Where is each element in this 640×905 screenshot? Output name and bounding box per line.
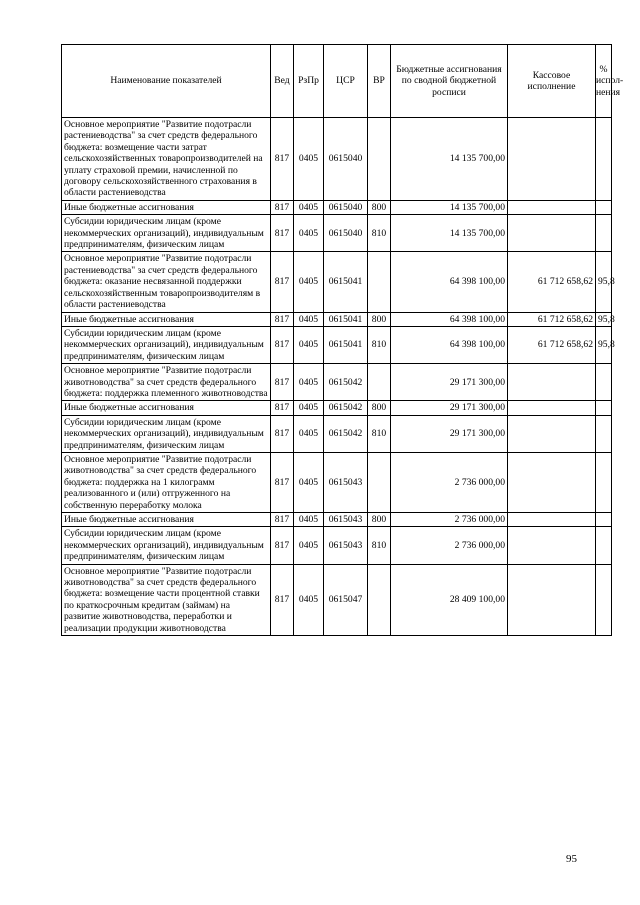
cell-rzpr: 0405	[294, 452, 324, 512]
cell-csr: 0615043	[324, 527, 368, 564]
cell-name: Субсидии юридическим лицам (кроме некоммерческих организаций), индивидуальным предпринимателям, физическим лицам	[62, 415, 271, 452]
cell-ved: 817	[271, 326, 294, 363]
table-row	[62, 312, 612, 326]
cell-budget: 29 171 300,00	[391, 415, 508, 452]
cell-rzpr: 0405	[294, 364, 324, 401]
cell-cash	[508, 415, 596, 452]
cell-rzpr: 0405	[294, 118, 324, 201]
table-row	[62, 564, 612, 635]
cell-percent: 95,8	[596, 326, 612, 363]
header-percent: % испол-нения	[596, 45, 612, 118]
cell-cash: 61 712 658,62	[508, 252, 596, 312]
cell-rzpr: 0405	[294, 312, 324, 326]
page-number: 95	[566, 853, 577, 865]
cell-percent	[596, 415, 612, 452]
cell-csr: 0615040	[324, 118, 368, 201]
cell-budget: 2 736 000,00	[391, 513, 508, 527]
cell-budget: 64 398 100,00	[391, 312, 508, 326]
cell-cash	[508, 527, 596, 564]
cell-cash	[508, 564, 596, 635]
cell-name: Иные бюджетные ассигнования	[62, 513, 271, 527]
cell-vr: 810	[368, 326, 391, 363]
cell-ved: 817	[271, 415, 294, 452]
cell-rzpr: 0405	[294, 513, 324, 527]
cell-csr: 0615042	[324, 364, 368, 401]
cell-cash: 61 712 658,62	[508, 312, 596, 326]
cell-name: Основное мероприятие "Развитие подотрасли животноводства" за счет средств федерального бюджета: возмещение части процентной ставки по краткосрочным кредитам (займам) на развитие животноводства, переработки и реализации продукции животноводства	[62, 564, 271, 635]
table-row	[62, 326, 612, 363]
header-csr: ЦСР	[324, 45, 368, 118]
cell-budget: 14 135 700,00	[391, 215, 508, 252]
cell-name: Основное мероприятие "Развитие подотрасли растениеводства" за счет средств федерального бюджета: возмещение части затрат сельскохозяйственных товаропроизводителей на уплату страховой премии, начисленной по договору сельскохозяйственного страхования в области растениеводства	[62, 118, 271, 201]
cell-ved: 817	[271, 252, 294, 312]
cell-percent	[596, 564, 612, 635]
cell-budget: 29 171 300,00	[391, 364, 508, 401]
table-row	[62, 364, 612, 401]
cell-csr: 0615042	[324, 415, 368, 452]
header-vr: ВР	[368, 45, 391, 118]
cell-cash	[508, 200, 596, 214]
cell-ved: 817	[271, 513, 294, 527]
cell-vr: 810	[368, 415, 391, 452]
cell-ved: 817	[271, 527, 294, 564]
cell-name: Основное мероприятие "Развитие подотрасли животноводства" за счет средств федерального бюджета: поддержка на 1 килограмм реализованного и (или) отгруженного на собственную переработку молока	[62, 452, 271, 512]
cell-name: Основное мероприятие "Развитие подотрасли растениеводства" за счет средств федерального бюджета: оказание несвязанной поддержки сельскохозяйственным товаропроизводителям в области растениеводства	[62, 252, 271, 312]
cell-cash	[508, 364, 596, 401]
cell-csr: 0615041	[324, 312, 368, 326]
header-rzpr: РзПр	[294, 45, 324, 118]
cell-csr: 0615041	[324, 326, 368, 363]
table-row	[62, 452, 612, 512]
cell-ved: 817	[271, 564, 294, 635]
cell-vr	[368, 564, 391, 635]
cell-rzpr: 0405	[294, 564, 324, 635]
cell-cash	[508, 215, 596, 252]
header-budget: Бюджетные ассигнования по сводной бюджетной росписи	[391, 45, 508, 118]
cell-csr: 0615040	[324, 215, 368, 252]
cell-ved: 817	[271, 312, 294, 326]
cell-name: Основное мероприятие "Развитие подотрасли животноводства" за счет средств федерального бюджета: поддержка племенного животноводства	[62, 364, 271, 401]
cell-vr	[368, 252, 391, 312]
cell-csr: 0615047	[324, 564, 368, 635]
table-row	[62, 527, 612, 564]
cell-rzpr: 0405	[294, 527, 324, 564]
cell-vr: 800	[368, 200, 391, 214]
cell-cash	[508, 513, 596, 527]
cell-ved: 817	[271, 452, 294, 512]
cell-name: Иные бюджетные ассигнования	[62, 312, 271, 326]
cell-name: Субсидии юридическим лицам (кроме некоммерческих организаций), индивидуальным предпринимателям, физическим лицам	[62, 527, 271, 564]
header-name: Наименование показателей	[62, 45, 271, 118]
cell-percent	[596, 215, 612, 252]
cell-csr: 0615042	[324, 401, 368, 415]
cell-ved: 817	[271, 200, 294, 214]
budget-table	[61, 44, 624, 636]
cell-csr: 0615040	[324, 200, 368, 214]
cell-vr	[368, 118, 391, 201]
cell-ved: 817	[271, 364, 294, 401]
table-row	[62, 401, 612, 415]
cell-ved: 817	[271, 401, 294, 415]
cell-percent	[596, 452, 612, 512]
cell-vr: 800	[368, 513, 391, 527]
cell-percent	[596, 527, 612, 564]
cell-percent	[596, 200, 612, 214]
cell-name: Субсидии юридическим лицам (кроме некоммерческих организаций), индивидуальным предпринимателям, физическим лицам	[62, 215, 271, 252]
cell-cash	[508, 452, 596, 512]
table-row	[62, 118, 612, 201]
cell-cash	[508, 118, 596, 201]
table-body	[62, 118, 615, 636]
cell-cash: 61 712 658,62	[508, 326, 596, 363]
cell-rzpr: 0405	[294, 415, 324, 452]
cell-rzpr: 0405	[294, 215, 324, 252]
header-ved: Вед	[271, 45, 294, 118]
cell-csr: 0615043	[324, 513, 368, 527]
cell-ved: 817	[271, 118, 294, 201]
cell-percent	[596, 364, 612, 401]
cell-percent	[596, 513, 612, 527]
cell-percent	[596, 401, 612, 415]
table-header-row	[62, 45, 612, 118]
cell-budget: 28 409 100,00	[391, 564, 508, 635]
cell-budget: 64 398 100,00	[391, 326, 508, 363]
table-row	[62, 215, 612, 252]
cell-percent	[596, 118, 612, 201]
table-row	[62, 252, 612, 312]
cell-csr: 0615041	[324, 252, 368, 312]
cell-rzpr: 0405	[294, 401, 324, 415]
cell-vr: 800	[368, 401, 391, 415]
table-row	[62, 513, 612, 527]
cell-csr: 0615043	[324, 452, 368, 512]
cell-name: Иные бюджетные ассигнования	[62, 401, 271, 415]
table-row	[62, 415, 612, 452]
cell-budget: 2 736 000,00	[391, 527, 508, 564]
cell-ved: 817	[271, 215, 294, 252]
cell-vr	[368, 364, 391, 401]
cell-vr	[368, 452, 391, 512]
cell-vr: 810	[368, 527, 391, 564]
cell-vr: 810	[368, 215, 391, 252]
cell-name: Иные бюджетные ассигнования	[62, 200, 271, 214]
cell-percent: 95,8	[596, 312, 612, 326]
cell-name: Субсидии юридическим лицам (кроме некоммерческих организаций), индивидуальным предпринимателям, физическим лицам	[62, 326, 271, 363]
cell-vr: 800	[368, 312, 391, 326]
cell-budget: 29 171 300,00	[391, 401, 508, 415]
cell-rzpr: 0405	[294, 326, 324, 363]
table-row	[62, 200, 612, 214]
cell-cash	[508, 401, 596, 415]
cell-budget: 2 736 000,00	[391, 452, 508, 512]
header-cash: Кассовое исполнение	[508, 45, 596, 118]
cell-rzpr: 0405	[294, 252, 324, 312]
cell-budget: 64 398 100,00	[391, 252, 508, 312]
cell-budget: 14 135 700,00	[391, 200, 508, 214]
cell-budget: 14 135 700,00	[391, 118, 508, 201]
cell-rzpr: 0405	[294, 200, 324, 214]
cell-percent: 95,8	[596, 252, 612, 312]
